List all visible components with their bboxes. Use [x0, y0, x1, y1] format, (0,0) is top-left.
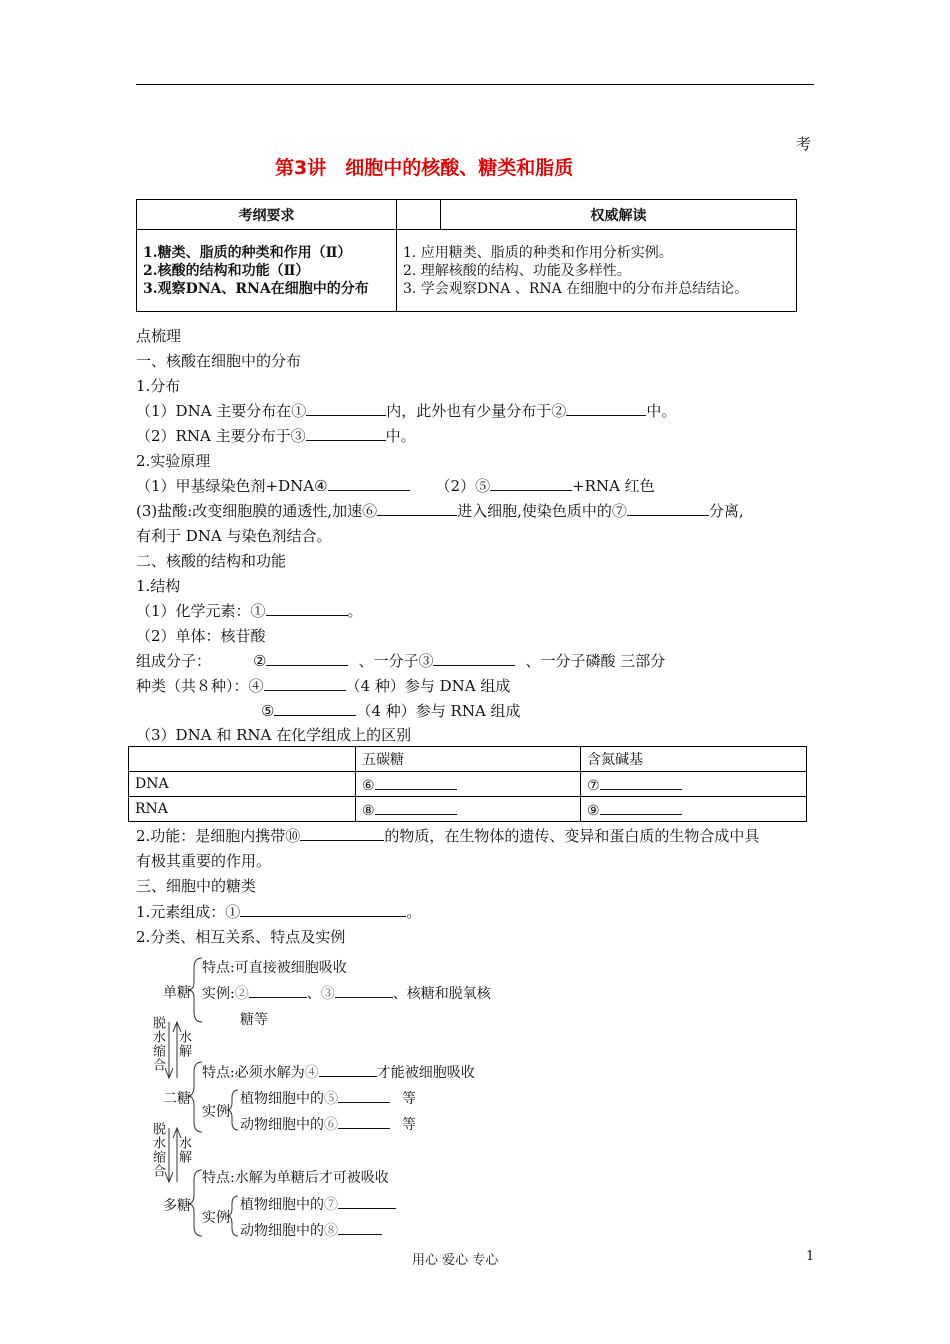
req-header-1: 考纲要求 [137, 200, 397, 230]
text-line [136, 476, 655, 496]
text-line: 2.分类、相互关系、特点及实例 [136, 928, 346, 946]
poly-label: 多糖 [163, 1198, 191, 1214]
text-part: 中。 [646, 402, 677, 420]
text-line [136, 826, 759, 846]
text-line: （2）单体：核苷酸 [136, 627, 266, 645]
text-line: 2.实验原理 [136, 452, 211, 470]
fill-blank [319, 1062, 377, 1077]
di-plant [240, 1088, 416, 1108]
req-left-item: 1.糖类、脂质的种类和作用（Ⅱ） [143, 244, 352, 261]
text-part: ⑦ [324, 1197, 338, 1213]
di-animal [240, 1114, 416, 1134]
header-rule [136, 84, 814, 85]
text-part: 、一分子磷酸 三部分 [525, 652, 666, 670]
text-part: ⑧ [324, 1223, 338, 1239]
text-part: 进入细胞,使染色质中的⑦ [457, 502, 627, 520]
fill-blank [249, 983, 307, 998]
fill-blank [266, 651, 348, 666]
text-line [136, 902, 421, 922]
poly-animal [240, 1220, 382, 1240]
fill-blank [335, 983, 393, 998]
footer-text: 用心 爱心 专心 [412, 1253, 499, 1268]
fill-blank [306, 401, 386, 416]
text-part: 等 [402, 1117, 416, 1133]
di-example-label: 实例 [202, 1104, 230, 1120]
cmp-header: 五碳糖 [356, 747, 581, 772]
requirements-table [136, 199, 797, 312]
text-part: 内，此外也有少量分布于② [386, 402, 567, 420]
poly-plant [240, 1194, 396, 1214]
cmp-cell [581, 772, 807, 797]
fill-blank [240, 902, 406, 917]
text-part: 、 [306, 986, 321, 1002]
text-line: 1.结构 [136, 577, 181, 595]
page-title: 第3讲 细胞中的核酸、糖类和脂质 [275, 157, 574, 179]
fill-blank [490, 476, 572, 491]
poly-feature: 特点:水解为单糖后才可被吸收 [202, 1170, 389, 1186]
text-part: 才能被细胞吸收 [376, 1065, 475, 1081]
text-part: 组成分子： [136, 652, 212, 670]
mono-example-cont: 糖等 [240, 1012, 268, 1028]
text-part: 。 [406, 903, 422, 921]
fill-blank [338, 1220, 382, 1235]
fill-blank [274, 701, 356, 716]
fill-blank [338, 1088, 390, 1103]
text-part: 、一分子③ [358, 652, 434, 670]
fill-blank [306, 426, 386, 441]
text-part: 中。 [385, 427, 416, 445]
text-part: ② [253, 652, 267, 670]
text-line: （3）DNA 和 RNA 在化学组成上的区别 [136, 726, 412, 744]
page-number: 1 [806, 1249, 815, 1264]
cmp-cell-text: ⑧ [362, 802, 375, 819]
cmp-cell [356, 797, 581, 822]
text-part: 特点:必须水解为 [202, 1065, 305, 1081]
cmp-header: 含氮碱基 [581, 747, 807, 772]
text-part: （2）RNA 主要分布于③ [136, 427, 306, 445]
fill-blank [377, 501, 457, 516]
text-part: ⑥ [324, 1117, 338, 1133]
cmp-cell [356, 772, 581, 797]
text-line [136, 651, 665, 671]
text-line [136, 426, 416, 446]
req-right-item: 1. 应用糖类、脂质的种类和作用分析实例。 [403, 244, 673, 261]
cmp-cell: RNA [129, 797, 356, 822]
text-part: ⑤ [324, 1091, 338, 1107]
fill-blank [600, 775, 682, 790]
text-line [261, 701, 521, 721]
text-part: (3)盐酸:改变细胞膜的通透性,加速⑥ [136, 502, 378, 520]
fill-blank [375, 800, 457, 815]
text-part: 动物细胞中的 [240, 1117, 324, 1133]
fill-blank [433, 651, 515, 666]
arrow2-right-label: 水解 [176, 1136, 191, 1164]
req-left-item: 2.核酸的结构和功能（Ⅱ） [143, 262, 310, 279]
text-part: 实例: [202, 986, 235, 1002]
fill-blank [338, 1194, 396, 1209]
section-heading: 一、核酸在细胞中的分布 [136, 352, 302, 370]
fill-blank [627, 501, 709, 516]
req-header-2: 权威解读 [441, 200, 797, 230]
mono-example [202, 983, 491, 1003]
text-line: 点梳理 [136, 327, 182, 345]
text-line [136, 601, 363, 621]
text-part: （2）⑤ [435, 477, 491, 495]
table-row [129, 797, 807, 822]
req-left-item: 3.观察DNA、RNA在细胞中的分布 [143, 280, 369, 297]
mono-label: 单糖 [163, 985, 191, 1001]
text-part: ④ [304, 1065, 319, 1081]
text-part: 的物质，在生物体的遗传、变异和蛋白质的生物合成中具 [384, 827, 760, 845]
di-feature [202, 1062, 475, 1082]
cmp-cell-text: ⑥ [362, 777, 375, 794]
text-line: 1.分布 [136, 377, 181, 395]
text-line: 有极其重要的作用。 [136, 852, 272, 870]
text-line: 有利于 DNA 与染色剂结合。 [136, 527, 332, 545]
req-right-item: 3. 学会观察DNA 、RNA 在细胞中的分布并总结结论。 [403, 280, 749, 297]
text-part: （1）化学元素：① [136, 602, 266, 620]
fill-blank [300, 826, 384, 841]
corner-text: 考 [796, 135, 812, 153]
dna-rna-compare-table [128, 746, 807, 822]
fill-blank [328, 476, 410, 491]
fill-blank [375, 775, 457, 790]
text-part: （4 种）参与 RNA 组成 [356, 702, 521, 720]
table-row [129, 772, 807, 797]
section-heading: 二、核酸的结构和功能 [136, 552, 287, 570]
text-part: 1.元素组成：① [136, 903, 241, 921]
fill-blank [566, 401, 646, 416]
fill-blank [600, 800, 682, 815]
text-line [136, 676, 510, 696]
arrow1-right-label: 水解 [176, 1030, 191, 1058]
poly-example-label: 实例 [202, 1210, 230, 1226]
mono-feature: 特点:可直接被细胞吸收 [202, 960, 347, 976]
text-part: +RNA 红色 [572, 477, 655, 495]
section-heading: 三、细胞中的糖类 [136, 877, 257, 895]
arrow2-left-label: 脱水缩合 [150, 1122, 165, 1178]
text-part: 动物细胞中的 [240, 1223, 324, 1239]
req-right-item: 2. 理解核酸的结构、功能及多样性。 [403, 262, 631, 279]
cmp-cell: DNA [129, 772, 356, 797]
text-part: ⑤ [261, 702, 275, 720]
text-part: （4 种）参与 DNA 组成 [345, 677, 511, 695]
di-label: 二糖 [163, 1091, 191, 1107]
text-part: 、核糖和脱氧核 [392, 986, 491, 1002]
req-left-cell [137, 230, 397, 312]
fill-blank [338, 1114, 390, 1129]
req-right-cell [397, 230, 797, 312]
text-part: 植物细胞中的 [240, 1197, 324, 1213]
text-part: 分离, [708, 502, 744, 520]
text-part: 2.功能：是细胞内携带⑩ [136, 827, 301, 845]
text-part: （1）DNA 主要分布在① [136, 402, 307, 420]
arrow1-left-label: 脱水缩合 [150, 1016, 165, 1072]
fill-blank [266, 601, 348, 616]
text-line [136, 401, 676, 421]
fill-blank [264, 676, 346, 691]
text-part: 种类（共８种）：④ [136, 677, 264, 695]
cmp-cell [581, 797, 807, 822]
text-part: 植物细胞中的 [240, 1091, 324, 1107]
cmp-cell-text: ⑨ [587, 802, 600, 819]
cmp-cell-text: ⑦ [587, 777, 600, 794]
text-line [136, 501, 744, 521]
req-header-gap [397, 200, 441, 230]
text-part: ② [234, 986, 249, 1002]
text-part: 。 [347, 602, 363, 620]
text-part: ③ [320, 986, 335, 1002]
text-part: （1）甲基绿染色剂+DNA④ [136, 477, 328, 495]
text-part: 等 [402, 1091, 416, 1107]
cmp-header [129, 747, 356, 772]
